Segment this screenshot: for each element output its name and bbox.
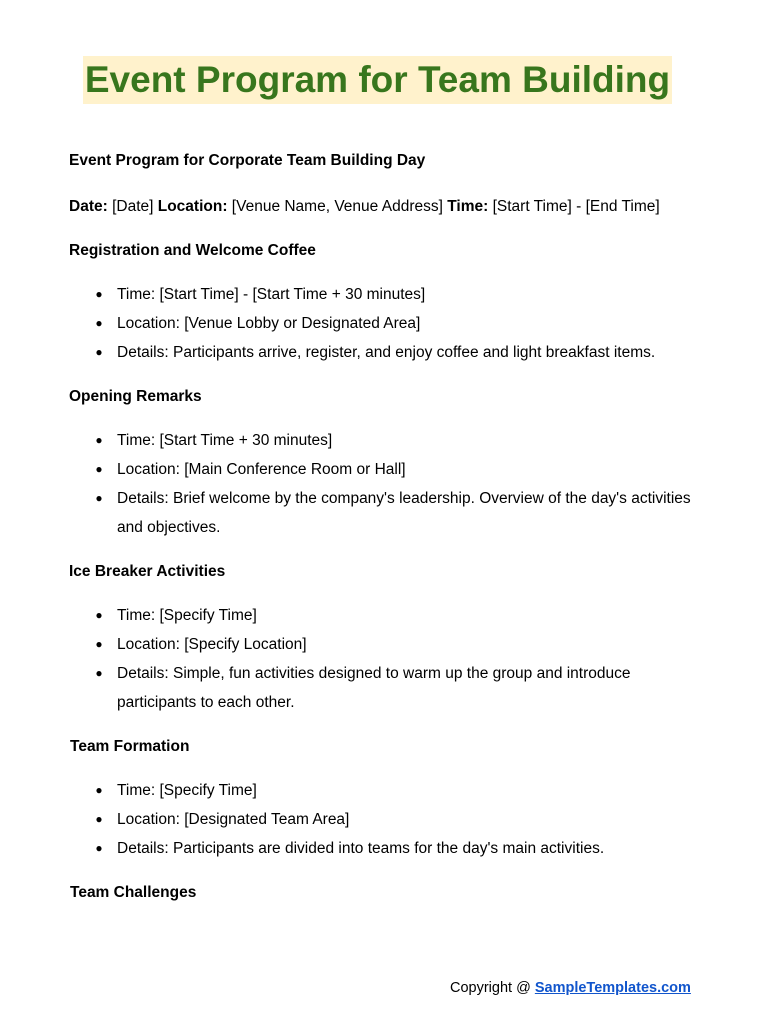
section-list-opening-remarks: [69, 426, 699, 542]
list-item-text: Time: [Specify Time]: [117, 607, 257, 624]
list-item: [69, 426, 699, 455]
list-item-text: Time: [Start Time] - [Start Time + 30 minutes]: [117, 286, 426, 303]
event-meta-line: [69, 192, 699, 221]
title-block: [0, 56, 757, 104]
list-item-text: Time: [Specify Time]: [117, 782, 257, 799]
list-item: [69, 659, 699, 717]
section-heading-opening-remarks: Opening Remarks: [69, 388, 202, 405]
bullet-icon: ●: [95, 433, 103, 447]
copyright-prefix: Copyright @: [450, 980, 535, 996]
list-item: [69, 455, 699, 484]
list-item-text: Details: Brief welcome by the company's leadership. Overview of the day's activities and objectives.: [117, 490, 691, 536]
date-label: Date:: [69, 198, 108, 215]
bullet-icon: ●: [95, 608, 103, 622]
list-item: [69, 834, 699, 863]
bullet-icon: ●: [95, 316, 103, 330]
page-title: Event Program for Team Building: [83, 56, 672, 104]
bullet-icon: ●: [95, 666, 103, 680]
section-list-registration: [69, 280, 699, 367]
section-list-team-formation: [69, 776, 699, 863]
time-label: Time:: [447, 198, 489, 215]
location-value: [Venue Name, Venue Address]: [227, 198, 448, 215]
list-item-text: Details: Simple, fun activities designed to warm up the group and introduce participants to each other.: [117, 665, 631, 711]
bullet-icon: ●: [95, 491, 103, 505]
list-item-text: Details: Participants are divided into teams for the day's main activities.: [117, 840, 605, 857]
list-item: [69, 805, 699, 834]
list-item: [69, 776, 699, 805]
bullet-icon: ●: [95, 637, 103, 651]
list-item-text: Location: [Venue Lobby or Designated Area]: [117, 315, 421, 332]
bullet-icon: ●: [95, 783, 103, 797]
section-heading-registration: Registration and Welcome Coffee: [69, 242, 316, 259]
bullet-icon: ●: [95, 462, 103, 476]
list-item: [69, 338, 699, 367]
list-item: [69, 484, 699, 542]
bullet-icon: ●: [95, 287, 103, 301]
section-list-ice-breaker: [69, 601, 699, 717]
section-heading-team-challenges: Team Challenges: [70, 884, 197, 901]
time-value: [Start Time] - [End Time]: [488, 198, 660, 215]
list-item: [69, 309, 699, 338]
list-item: [69, 601, 699, 630]
list-item-text: Location: [Designated Team Area]: [117, 811, 350, 828]
date-value: [Date]: [107, 198, 158, 215]
location-label: Location:: [157, 198, 228, 215]
sampletemplates-link[interactable]: SampleTemplates.com: [534, 980, 691, 996]
list-item-text: Location: [Specify Location]: [117, 636, 307, 653]
list-item: [69, 280, 699, 309]
document-subtitle: Event Program for Corporate Team Building Day: [69, 152, 426, 169]
list-item-text: Location: [Main Conference Room or Hall]: [117, 461, 406, 478]
list-item-text: Details: Participants arrive, register, and enjoy coffee and light breakfast items.: [117, 344, 656, 361]
document-body: [69, 146, 699, 907]
list-item-text: Time: [Start Time + 30 minutes]: [117, 432, 333, 449]
list-item: [69, 630, 699, 659]
bullet-icon: ●: [95, 345, 103, 359]
bullet-icon: ●: [95, 812, 103, 826]
copyright-footer: [450, 976, 691, 1000]
section-heading-team-formation: Team Formation: [70, 738, 190, 755]
section-heading-ice-breaker: Ice Breaker Activities: [69, 563, 226, 580]
bullet-icon: ●: [95, 841, 103, 855]
